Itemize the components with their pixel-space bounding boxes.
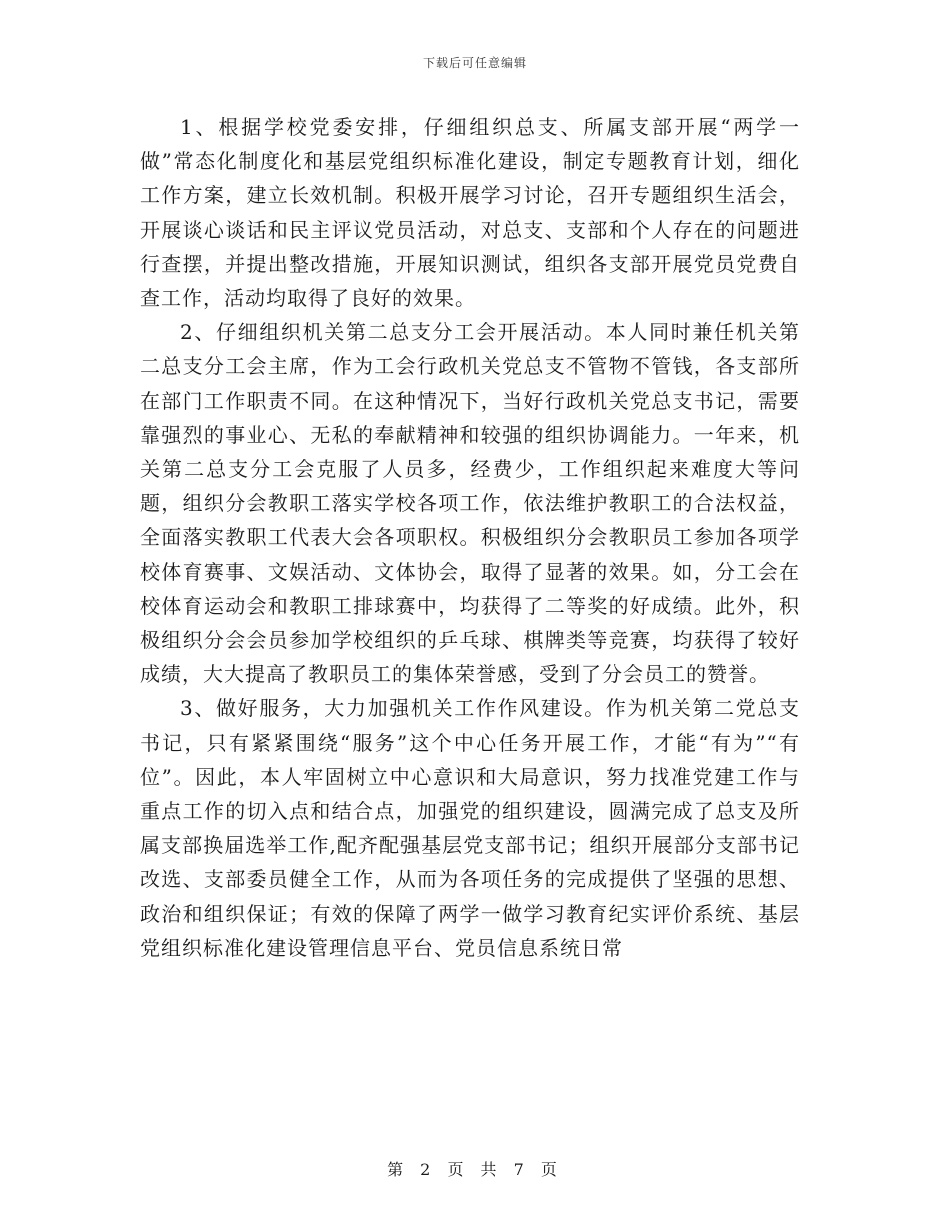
page-number-footer: 第 2 页 共 7 页: [387, 1160, 563, 1179]
paragraph-2: 2、仔细组织机关第二总支分工会开展活动。本人同时兼任机关第二总支分工会主席，作为工会行政机关党总支不管物不管钱，各支部所在部门工作职责不同。在这种情况下，当好行政机关党总支书记，需要靠强烈的事业心、无私的奉献精神和较强的组织协调能力。一年来，机关第二总支分工会克服了人员多，经费少，工作组织起来难度大等问题，组织分会教职工落实学校各项工作，依法维护教职工的合法权益，全面落实教职工代表大会各项职权。积极组织分会教职员工参加各项学校体育赛事、文娱活动、文体协会，取得了显著的效果。如，分工会在校体育运动会和教职工排球赛中，均获得了二等奖的好成绩。此外，积极组织分会会员参加学校组织的乒乓球、棋牌类等竞赛，均获得了较好成绩，大大提高了教职员工的集体荣誉感，受到了分会员工的赞誉。: [140, 320, 800, 687]
header-note: 下载后可任意编辑: [422, 56, 527, 70]
paragraph-3: 3、做好服务，大力加强机关工作作风建设。作为机关第二党总支书记，只有紧紧围绕“服务”这个中心任务开展工作，才能“有为”“有位”。因此，本人牢固树立中心意识和大局意识，努力找准党建工作与重点工作的切入点和结合点，加强党的组织建设，圆满完成了总支及所属支部换届选举工作,配齐配强基层党支部书记；组织开展部分支部书记改选、支部委员健全工作，从而为各项任务的完成提供了坚强的思想、政治和组织保证；有效的保障了两学一做学习教育纪实评价系统、基层党组织标准化建设管理信息平台、党员信息系统日常: [140, 696, 800, 960]
document-body: [140, 110, 800, 965]
paragraph-1: 1、根据学校党委安排，仔细组织总支、所属支部开展“两学一做”常态化制度化和基层党组织标准化建设，制定专题教育计划，细化工作方案，建立长效机制。积极开展学习讨论，召开专题组织生活会，开展谈心谈话和民主评议党员活动，对总支、支部和个人存在的问题进行查摆，并提出整改措施，开展知识测试，组织各支部开展党员党费自查工作，活动均取得了良好的效果。: [140, 115, 800, 311]
